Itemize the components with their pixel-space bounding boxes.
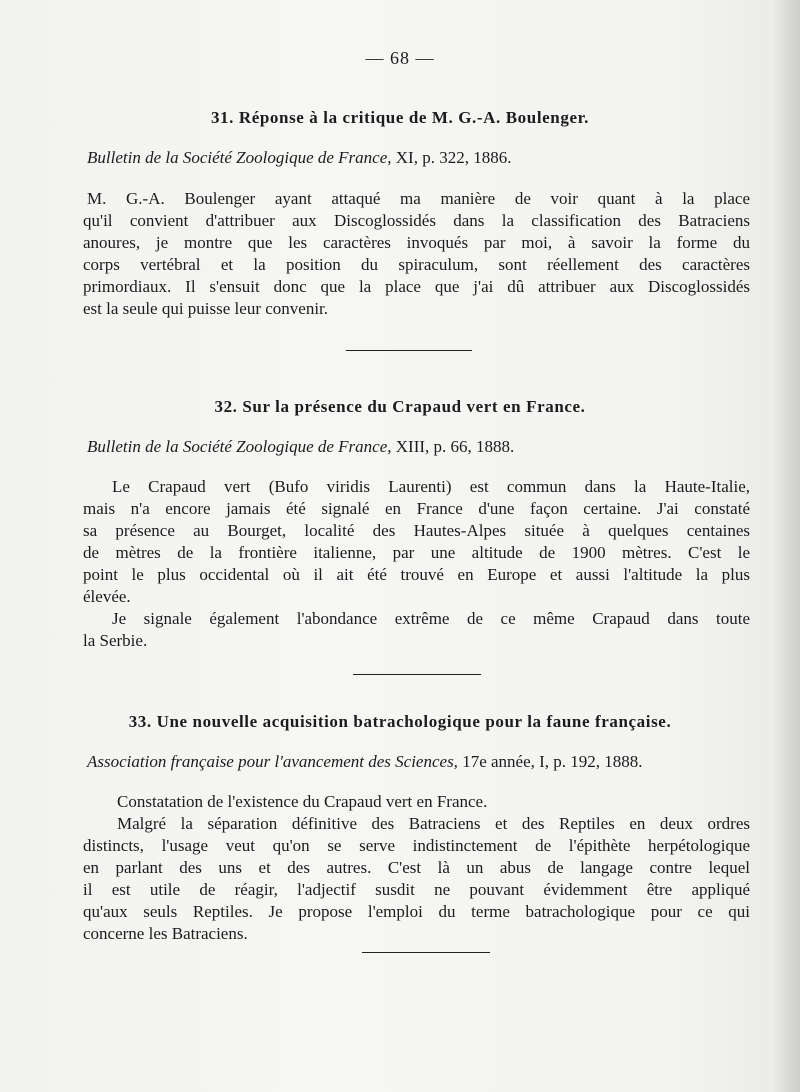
text-line: Constatation de l'existence du Crapaud vert en France. — [117, 792, 488, 811]
text-line: anoures, je montre que les caractères invoqués par moi, à savoir la forme du — [83, 233, 750, 252]
section-33-paragraph-1 — [83, 791, 750, 813]
citation-journal: Bulletin de la Société Zoologique de France, — [87, 437, 392, 456]
text-line: la Serbie. — [83, 631, 148, 650]
page-edge-shadow — [772, 0, 800, 1092]
section-31-paragraph — [83, 188, 750, 320]
text-line: élevée. — [83, 587, 131, 606]
text-line: est la seule qui puisse leur convenir. — [83, 299, 329, 318]
text-line: Malgré la séparation définitive des Batraciens et des Reptiles en deux ordres — [117, 814, 750, 833]
text-line: qu'il convient d'attribuer aux Discoglossidés dans la classification des Batraciens — [83, 211, 750, 230]
text-line: concerne les Batraciens. — [83, 924, 248, 943]
section-32-title: 32. Sur la présence du Crapaud vert en France. — [214, 397, 586, 416]
section-33-citation — [87, 752, 643, 772]
text-line: point le plus occidental où il ait été trouvé en Europe et aussi l'altitude la plus — [83, 565, 750, 584]
text-line: sa présence au Bourget, localité des Hautes-Alpes située à quelques centaines — [83, 521, 750, 540]
section-divider — [353, 674, 481, 675]
citation-details: XI, p. 322, 1886. — [391, 148, 512, 167]
citation-details: 17e année, I, p. 192, 1888. — [457, 752, 643, 771]
section-32-citation — [87, 437, 514, 457]
text-line: distincts, l'usage veut qu'on se serve indistinctement de l'épithète herpétologique — [83, 836, 750, 855]
section-31-citation — [87, 148, 511, 168]
text-line: corps vertébral et la position du spiraculum, sont réellement des caractères — [83, 255, 750, 274]
text-line: Le Crapaud vert (Bufo viridis Laurenti) est commun dans la Haute-Italie, — [112, 477, 750, 496]
section-divider — [346, 350, 472, 351]
section-33-paragraph-2 — [83, 813, 750, 945]
text-line: qu'aux seuls Reptiles. Je propose l'emploi du terme batrachologique pour ce qui — [83, 902, 750, 921]
section-32-paragraph-1 — [83, 476, 750, 608]
section-33-title: 33. Une nouvelle acquisition batrachologique pour la faune française. — [128, 712, 672, 731]
section-divider — [362, 952, 490, 953]
section-31-title: 31. Réponse à la critique de M. G.-A. Boulenger. — [210, 108, 590, 127]
page-number: — 68 — — [365, 48, 435, 68]
text-line: M. G.-A. Boulenger ayant attaqué ma manière de voir quant à la place — [87, 189, 750, 208]
text-line: en parlant des uns et des autres. C'est là un abus de langage contre lequel — [83, 858, 750, 877]
text-line: mais n'a encore jamais été signalé en France d'une façon certaine. J'ai constaté — [83, 499, 750, 518]
text-line: de mètres de la frontière italienne, par une altitude de 1900 mètres. C'est le — [83, 543, 750, 562]
citation-details: XIII, p. 66, 1888. — [391, 437, 515, 456]
citation-journal: Bulletin de la Société Zoologique de France, — [87, 148, 392, 167]
text-line: primordiaux. Il s'ensuit donc que la place que j'ai dû attribuer aux Discoglossidés — [83, 277, 750, 296]
text-line: il est utile de réagir, l'adjectif susdit ne pouvant évidemment être appliqué — [83, 880, 750, 899]
citation-journal: Association française pour l'avancement des Sciences, — [87, 752, 458, 771]
text-line: Je signale également l'abondance extrême de ce même Crapaud dans toute — [112, 609, 750, 628]
section-32-paragraph-2 — [83, 608, 750, 652]
